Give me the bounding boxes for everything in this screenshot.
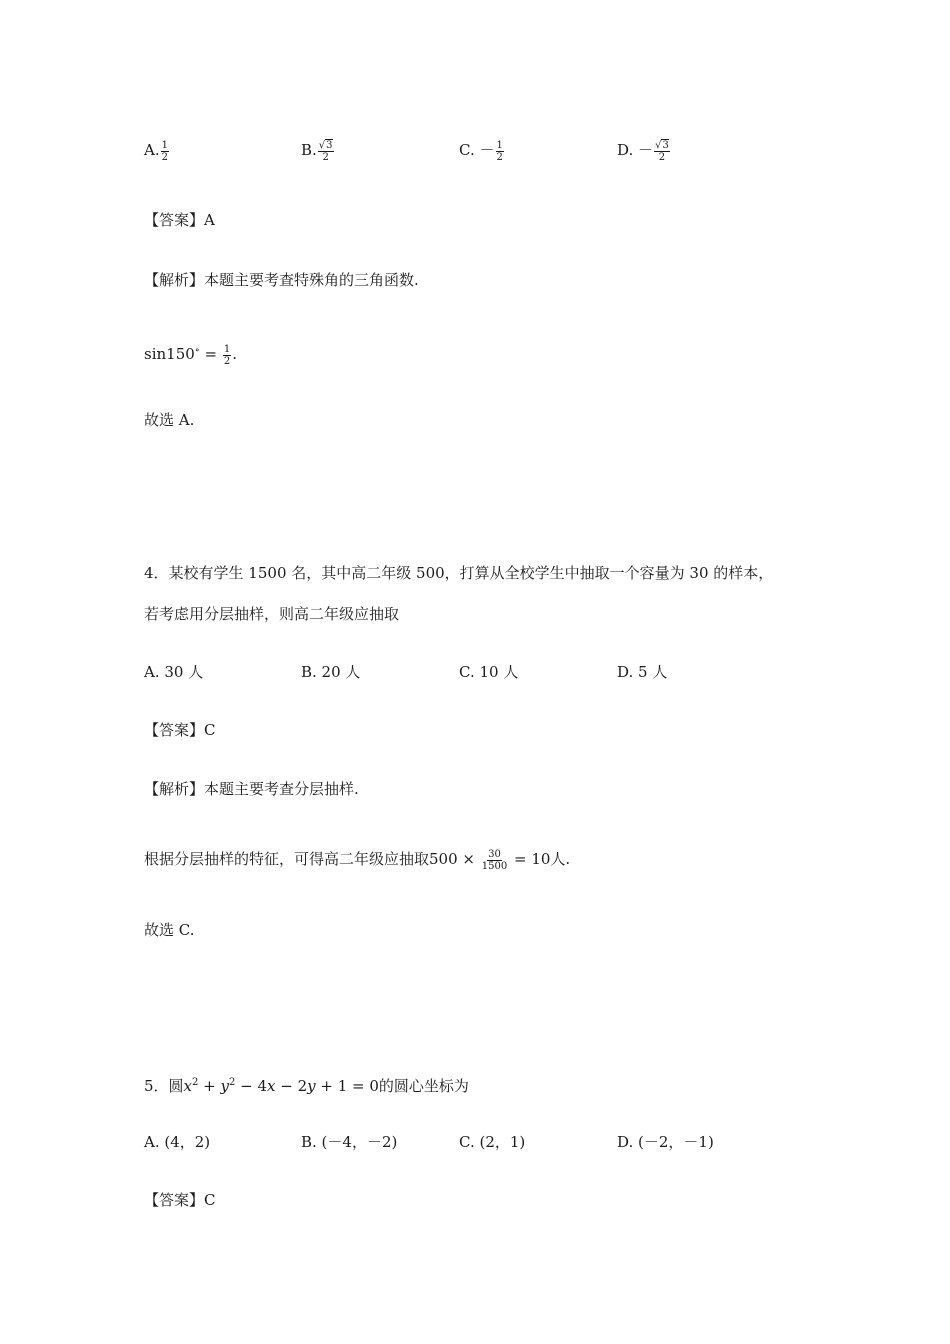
q3-analysis: 【解析】本题主要考查特殊角的三角函数. — [144, 271, 419, 289]
explanation-unit: 人. — [550, 850, 571, 868]
equals: = — [199, 345, 222, 363]
fraction — [654, 140, 670, 163]
q3-conclusion: 故选 A. — [144, 411, 195, 429]
q4-option-d: D. 5 人 — [617, 663, 668, 681]
q4-analysis: 【解析】本题主要考查分层抽样. — [144, 780, 359, 798]
exponent: 2 — [192, 1077, 199, 1088]
exponent: 2 — [228, 1077, 236, 1088]
explanation-math-b: = 10 — [509, 850, 551, 868]
fraction-numerator: √3 — [318, 139, 333, 151]
equation — [184, 1077, 379, 1095]
fraction-denominator: 2 — [658, 151, 666, 163]
q4-explanation — [144, 848, 570, 872]
fraction-numerator: 1 — [161, 139, 168, 151]
radicand: 3 — [326, 139, 333, 151]
q5-option-d: D. (－2，－1) — [617, 1133, 714, 1151]
minus-sign: － — [479, 141, 495, 159]
fraction-denominator: 2 — [322, 151, 329, 163]
q3-option-c — [459, 139, 505, 163]
q4-stem-line2: 若考虑用分层抽样，则高二年级应抽取 — [144, 605, 400, 623]
option-letter: B. — [301, 141, 317, 159]
q5-option-b: B. (－4，－2) — [301, 1133, 398, 1151]
q3-formula — [144, 340, 237, 367]
option-letter: A. — [144, 141, 160, 159]
period: . — [232, 345, 237, 363]
q3-option-a — [144, 139, 170, 163]
term: + 1 = 0 — [315, 1077, 379, 1095]
q4-option-b: B. 20 人 — [301, 663, 361, 681]
degree-symbol: ∘ — [194, 345, 200, 356]
q4-answer: 【答案】C — [144, 721, 216, 739]
explanation-text: 根据分层抽样的特征，可得高二年级应抽取 — [144, 850, 430, 868]
q4-stem-line1: 4．某校有学生 1500 名，其中高二年级 500，打算从全校学生中抽取一个容量为 30 的样本， — [144, 564, 774, 582]
fraction-numerator: 1 — [223, 343, 231, 355]
var-x: x — [267, 1077, 276, 1095]
q5-option-c: C. (2，1) — [459, 1133, 526, 1151]
fraction-denominator: 2 — [161, 151, 168, 163]
fraction — [223, 344, 231, 367]
stem-suffix: 的圆心坐标为 — [378, 1077, 469, 1095]
fraction-denominator: 2 — [496, 151, 503, 163]
var-x: x — [183, 1077, 193, 1095]
explanation-math-a: 500 × — [429, 850, 480, 868]
option-letter: C. — [459, 141, 475, 159]
plus: + — [198, 1077, 221, 1095]
fraction-numerator: 30 — [488, 848, 501, 860]
term: − 2 — [275, 1077, 308, 1095]
option-letter: D. — [617, 141, 634, 159]
term: − 4 — [235, 1077, 268, 1095]
var-y: y — [220, 1077, 229, 1095]
fraction — [161, 140, 169, 163]
stem-prefix: 5．圆 — [144, 1077, 184, 1095]
q3-option-b — [301, 139, 335, 163]
q5-answer: 【答案】C — [144, 1191, 216, 1209]
q3-answer: 【答案】A — [144, 211, 215, 229]
fraction — [496, 140, 504, 163]
fraction — [481, 849, 508, 872]
q5-stem — [144, 1072, 469, 1097]
radicand: 3 — [662, 139, 669, 151]
q3-option-d — [617, 139, 671, 163]
fraction-denominator: 1500 — [481, 860, 508, 872]
minus-sign: － — [638, 141, 654, 159]
q4-option-a: A. 30 人 — [144, 663, 204, 681]
fraction-numerator: √3 — [655, 139, 669, 151]
q5-option-a: A. (4，2) — [144, 1133, 211, 1151]
fraction — [318, 140, 334, 163]
fraction-numerator: 1 — [496, 139, 503, 151]
formula-lhs: sin150 — [144, 345, 195, 363]
fraction-denominator: 2 — [223, 355, 231, 367]
var-y: y — [307, 1077, 316, 1095]
q4-option-c: C. 10 人 — [459, 663, 519, 681]
q4-conclusion: 故选 C. — [144, 921, 195, 939]
